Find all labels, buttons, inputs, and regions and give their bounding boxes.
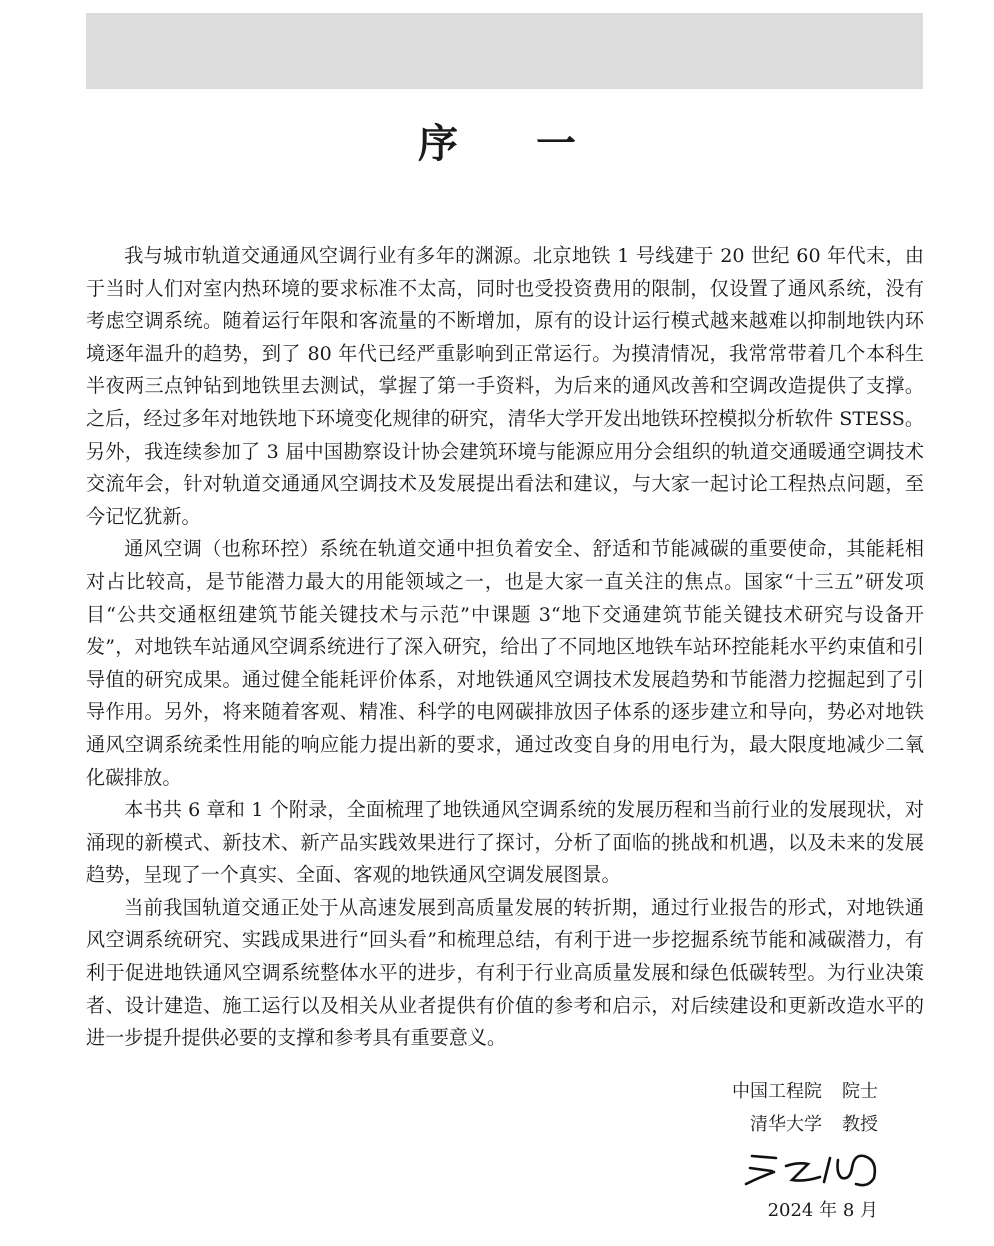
- preface-body: [86, 240, 924, 1055]
- title-1: 院士: [842, 1081, 878, 1102]
- date: 2024 年 8 月: [767, 1200, 878, 1221]
- paragraph-1: 我与城市轨道交通通风空调行业有多年的渊源。北京地铁 1 号线建于 20 世纪 60 年代末，由于当时人们对室内热环境的要求标准不太高，同时也受投资费用的限制，仅设置了通风系统，没有考虑空调系统。随着运行年限和客流量的不断增加，原有的设计运行模式越来越难以抑制地铁内环境逐年温升的趋势，到了 80 年代已经严重影响到正常运行。为摸清情况，我常常带着几个本科生半夜两三点钟钻到地铁里去测试，掌握了第一手资料，为后来的通风改善和空调改造提供了支撑。之后，经过多年对地铁地下环境变化规律的研究，清华大学开发出地铁环控模拟分析软件 STESS。另外，我连续参加了 3 届中国勘察设计协会建筑环境与能源应用分会组织的轨道交通暖通空调技术交流年会，针对轨道交通通风空调技术及发展提出看法和建议，与大家一起讨论工程热点问题，至今记忆犹新。: [86, 244, 924, 528]
- signature-line-2: [750, 1110, 878, 1140]
- title-char-2: 一: [536, 120, 576, 167]
- affiliation-1: 中国工程院: [732, 1081, 822, 1102]
- paragraph-4: 当前我国轨道交通正处于从高速发展到高质量发展的转折期，通过行业报告的形式，对地铁通风空调系统研究、实践成果进行“回头看”和梳理总结，有利于进一步挖掘系统节能和减碳潜力，有利于促进地铁通风空调系统整体水平的进步，有利于行业高质量发展和绿色低碳转型。为行业决策者、设计建造、施工运行以及相关从业者提供有价值的参考和启示，对后续建设和更新改造水平的进一步提升提供必要的支撑和参考具有重要意义。: [86, 895, 924, 1050]
- paragraph-3: 本书共 6 章和 1 个附录，全面梳理了地铁通风空调系统的发展历程和当前行业的发展现状，对涌现的新模式、新技术、新产品实践效果进行了探讨，分析了面临的挑战和机遇，以及未来的发展趋势，呈现了一个真实、全面、客观的地铁通风空调发展图景。: [86, 798, 924, 887]
- page-title: [0, 112, 994, 169]
- header-band: [86, 13, 923, 89]
- paragraph-2: 通风空调（也称环控）系统在轨道交通中担负着安全、舒适和节能减碳的重要使命，其能耗相对占比较高，是节能潜力最大的用能领域之一，也是大家一直关注的焦点。国家“十三五”研发项目“公共交通枢纽建筑节能关键技术与示范”中课题 3“地下交通建筑节能关键技术研究与设备开发”，对地铁车站通风空调系统进行了深入研究，给出了不同地区地铁车站环控能耗水平约束值和引导值的研究成果。通过健全能耗评价体系，对地铁通风空调技术发展趋势和节能潜力挖掘起到了引导作用。另外，将来随着客观、精准、科学的电网碳排放因子体系的逐步建立和导向，势必对地铁通风空调系统柔性用能的响应能力提出新的要求，通过改变自身的用电行为，最大限度地减少二氧化碳排放。: [86, 537, 924, 789]
- affiliation-2: 清华大学: [750, 1114, 822, 1135]
- handwritten-signature: [738, 1144, 888, 1194]
- signature-line-1: [732, 1077, 878, 1107]
- title-2: 教授: [842, 1114, 878, 1135]
- title-char-1: 序: [418, 120, 458, 167]
